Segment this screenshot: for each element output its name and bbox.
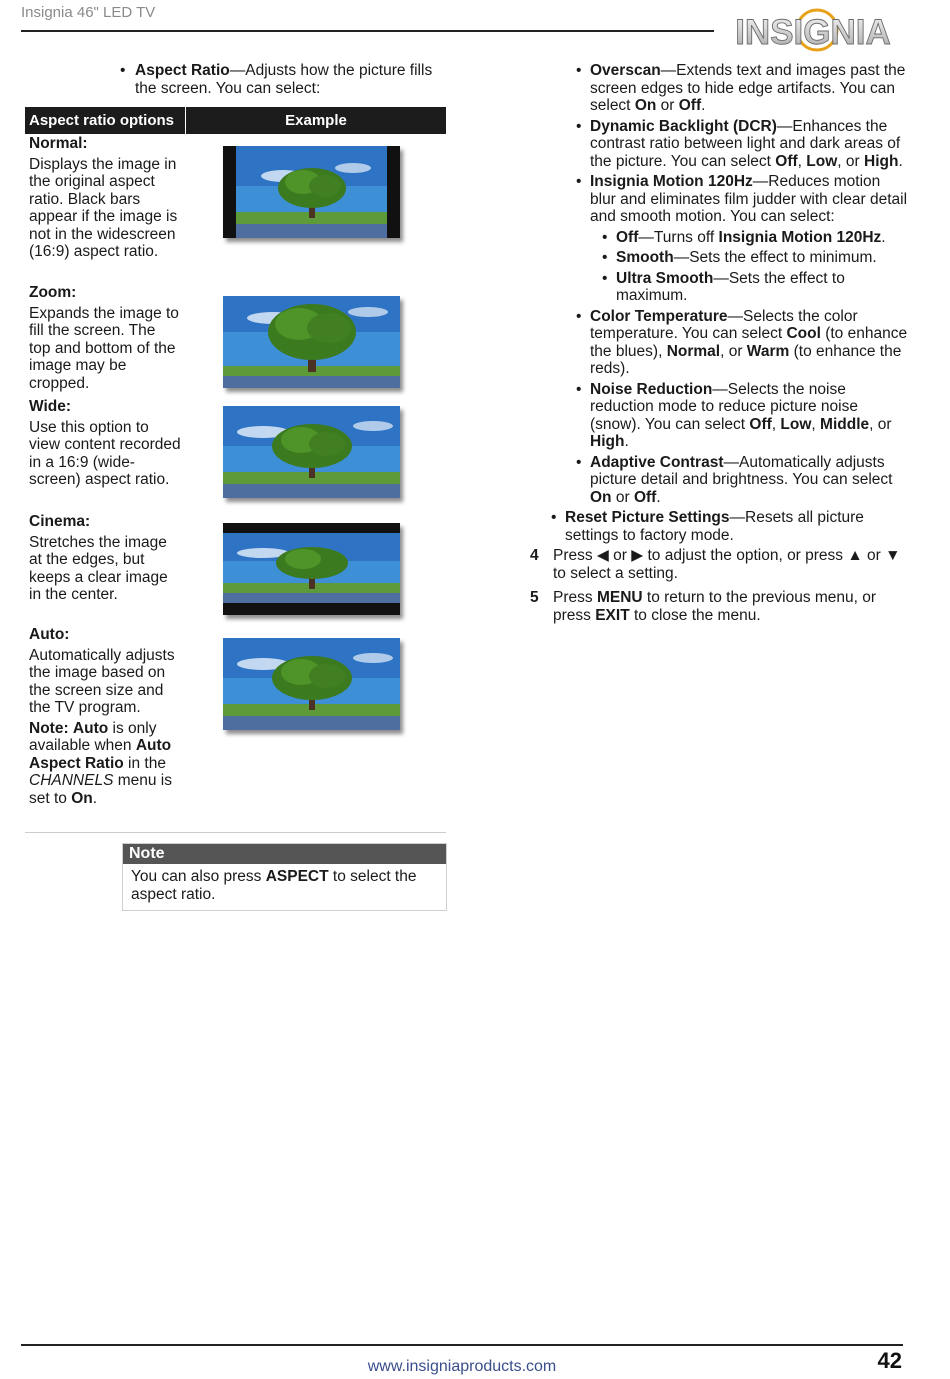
document-header-title: Insignia 46" LED TV [21, 4, 156, 21]
option-name: Normal: [29, 135, 88, 152]
note-body: You can also press ASPECT to select the aspect ratio. [131, 868, 417, 903]
list-item-color-temperature: • Color Temperature—Selects the color temperature. You can select Cool (to enhance the blues), Normal, or Warm (to enhance the reds). [576, 308, 910, 378]
note-title: Note [123, 844, 446, 864]
step-number: 4 [530, 547, 539, 564]
header-rule [21, 30, 714, 32]
list-item-motion-smooth: • Smooth—Sets the effect to minimum. [602, 249, 910, 267]
example-image-auto [223, 638, 400, 730]
option-name: Auto: [29, 626, 70, 643]
list-item-adaptive-contrast: • Adaptive Contrast—Automatically adjusts picture detail and brightness. You can select On or Off. [576, 454, 910, 507]
table-bottom-rule [25, 832, 446, 833]
list-item-overscan: • Overscan—Extends text and images past the screen edges to hide edge artifacts. You can select On or Off. [576, 62, 910, 115]
auto-note: Note: Auto is only available when Auto Aspect Ratio in the CHANNELS menu is set to On. [29, 719, 173, 807]
list-item-motion-120hz: • Insignia Motion 120Hz—Reduces motion blur and eliminates film judder with clear detail and smooth motion. You can select: [576, 173, 910, 226]
example-image-cinema [223, 523, 400, 615]
svg-text:INSIGNIA: INSIGNIA [735, 13, 891, 52]
option-description: Stretches the image at the edges, but keeps a clear image in the center. [29, 533, 168, 603]
example-image-wide [223, 406, 400, 498]
option-name: Cinema: [29, 513, 91, 530]
option-name: Wide: [29, 398, 72, 415]
list-item-motion-off: • Off—Turns off Insignia Motion 120Hz. [602, 229, 910, 247]
footer-rule [21, 1344, 903, 1346]
table-header [25, 107, 446, 134]
aspect-ratio-table [25, 107, 446, 807]
page-number: 42 [877, 1348, 902, 1373]
step-5: 5 Press MENU to return to the previous menu, or press EXIT to close the menu. [530, 589, 877, 624]
option-description: Displays the image in the original aspect ratio. Black bars appear if the image is not in the widescreen (16:9) aspect ratio. [29, 155, 178, 260]
option-description: Automatically adjusts the image based on the screen size and the TV program. [29, 646, 175, 716]
picture-settings-list [530, 62, 910, 631]
list-item-noise-reduction: • Noise Reduction—Selects the noise reduction mode to reduce picture noise (snow). You can select Off, Low, Middle, or High. [576, 381, 910, 451]
col-header-options: Aspect ratio options [25, 107, 186, 134]
footer-url-link[interactable]: www.insigniaproducts.com [367, 1358, 557, 1375]
step-4 [530, 547, 910, 582]
list-item-dynamic-backlight: • Dynamic Backlight (DCR)—Enhances the contrast ratio between light and dark areas of the picture. You can select Off, Low, or High. [576, 118, 910, 171]
step-text: Press ◀ or ▶ to adjust the option, or press ▲ or ▼ to select a setting. [553, 547, 901, 582]
option-name: Zoom: [29, 284, 77, 301]
note-box [122, 843, 447, 911]
aspect-ratio-intro: • Aspect Ratio—Adjusts how the picture fills the screen. You can select: [120, 62, 455, 97]
list-item-reset-picture-settings: • Reset Picture Settings—Resets all picture settings to factory mode. [551, 509, 910, 544]
insignia-logo [720, 8, 906, 52]
list-item-motion-ultra-smooth: • Ultra Smooth—Sets the effect to maximum. [602, 270, 910, 305]
example-image-normal [223, 146, 400, 238]
col-header-example: Example [285, 112, 347, 129]
option-description: Use this option to view content recorded in a 16:9 (wide-screen) aspect ratio. [29, 418, 181, 488]
example-image-zoom [223, 296, 400, 388]
option-description: Expands the image to fill the screen. The top and bottom of the image may be cropped. [29, 304, 179, 392]
step-number: 5 [530, 589, 539, 606]
